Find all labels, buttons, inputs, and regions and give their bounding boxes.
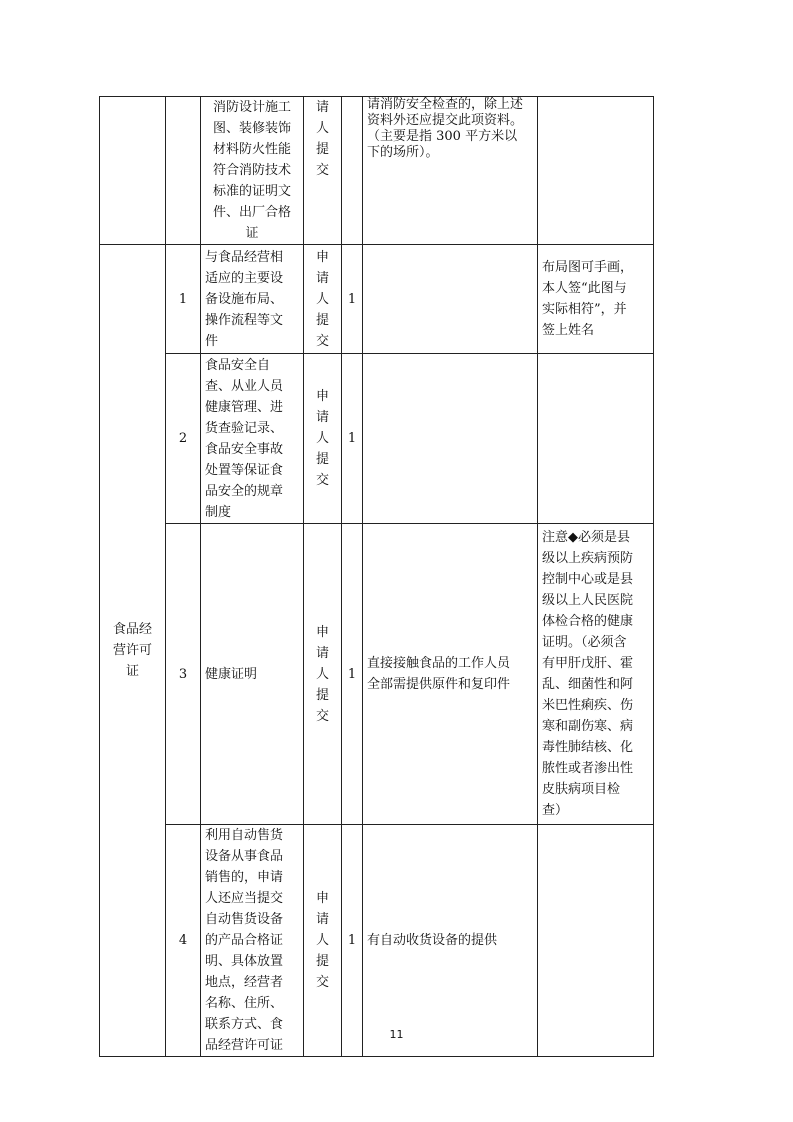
no-cell: 1 [166,245,201,354]
source-cell: 申 请 人 提 交 [304,825,342,1057]
materials-table [99,96,654,1057]
requirement-cell [363,245,538,354]
remark-cell [538,825,654,1057]
count-cell: 1 [342,825,363,1057]
remark-cell [538,354,654,524]
material-cell: 食品安全自 查、从业人员 健康管理、进 货查验记录、 食品安全事故 处置等保证食 品安全的规章 制度 [201,354,304,524]
table-row [100,245,654,354]
no-cell [166,97,201,245]
count-cell [342,97,363,245]
source-cell: 申 请 人 提 交 [304,245,342,354]
table-row [100,524,654,825]
source-cell: 申 请 人 提 交 [304,354,342,524]
count-cell: 1 [342,524,363,825]
count-cell: 1 [342,245,363,354]
material-cell: 健康证明 [201,524,304,825]
table-row [100,354,654,524]
remark-cell: 布局图可手画， 本人签“此图与 实际相符”，并 签上姓名 [538,245,654,354]
page-number: 11 [389,1028,404,1041]
remark-cell: 注意◆必须是县 级以上疾病预防 控制中心或是县 级以上人民医院 体检合格的健康 证明。（必须含 有甲肝戊肝、霍 乱、细菌性和阿 米巴性痢疾、伤 寒和副伤寒、病 毒性肺结核、化 脓性或者渗出性 皮肤病项目检 查） [538,524,654,825]
requirement-cell: 请消防安全检查的，除上述 资料外还应提交此项资料。 （主要是指 300 平方米以 下的场所）。 [363,97,538,245]
requirement-cell: 直接接触食品的工作人员 全部需提供原件和复印件 [363,524,538,825]
source-cell: 请 人 提 交 [304,97,342,245]
category-cell [100,97,166,245]
material-cell: 与食品经营相 适应的主要设 备设施布局、 操作流程等文 件 [201,245,304,354]
table-row [100,825,654,1057]
count-cell: 1 [342,354,363,524]
material-cell: 利用自动售货 设备从事食品 销售的，申请 人还应当提交 自动售货设备 的产品合格证 明、具体放置 地点，经营者 名称、住所、 联系方式、食 品经营许可证 [201,825,304,1057]
table-row [100,97,654,245]
requirement-cell [363,354,538,524]
no-cell: 2 [166,354,201,524]
category-cell: 食品经 营许可 证 [100,245,166,1057]
requirement-cell: 有自动收货设备的提供 [363,825,538,1057]
source-cell: 申 请 人 提 交 [304,524,342,825]
no-cell: 4 [166,825,201,1057]
remark-cell [538,97,654,245]
material-cell: 消防设计施工 图、装修装饰 材料防火性能 符合消防技术 标准的证明文 件、出厂合格 证 [201,97,304,245]
no-cell: 3 [166,524,201,825]
